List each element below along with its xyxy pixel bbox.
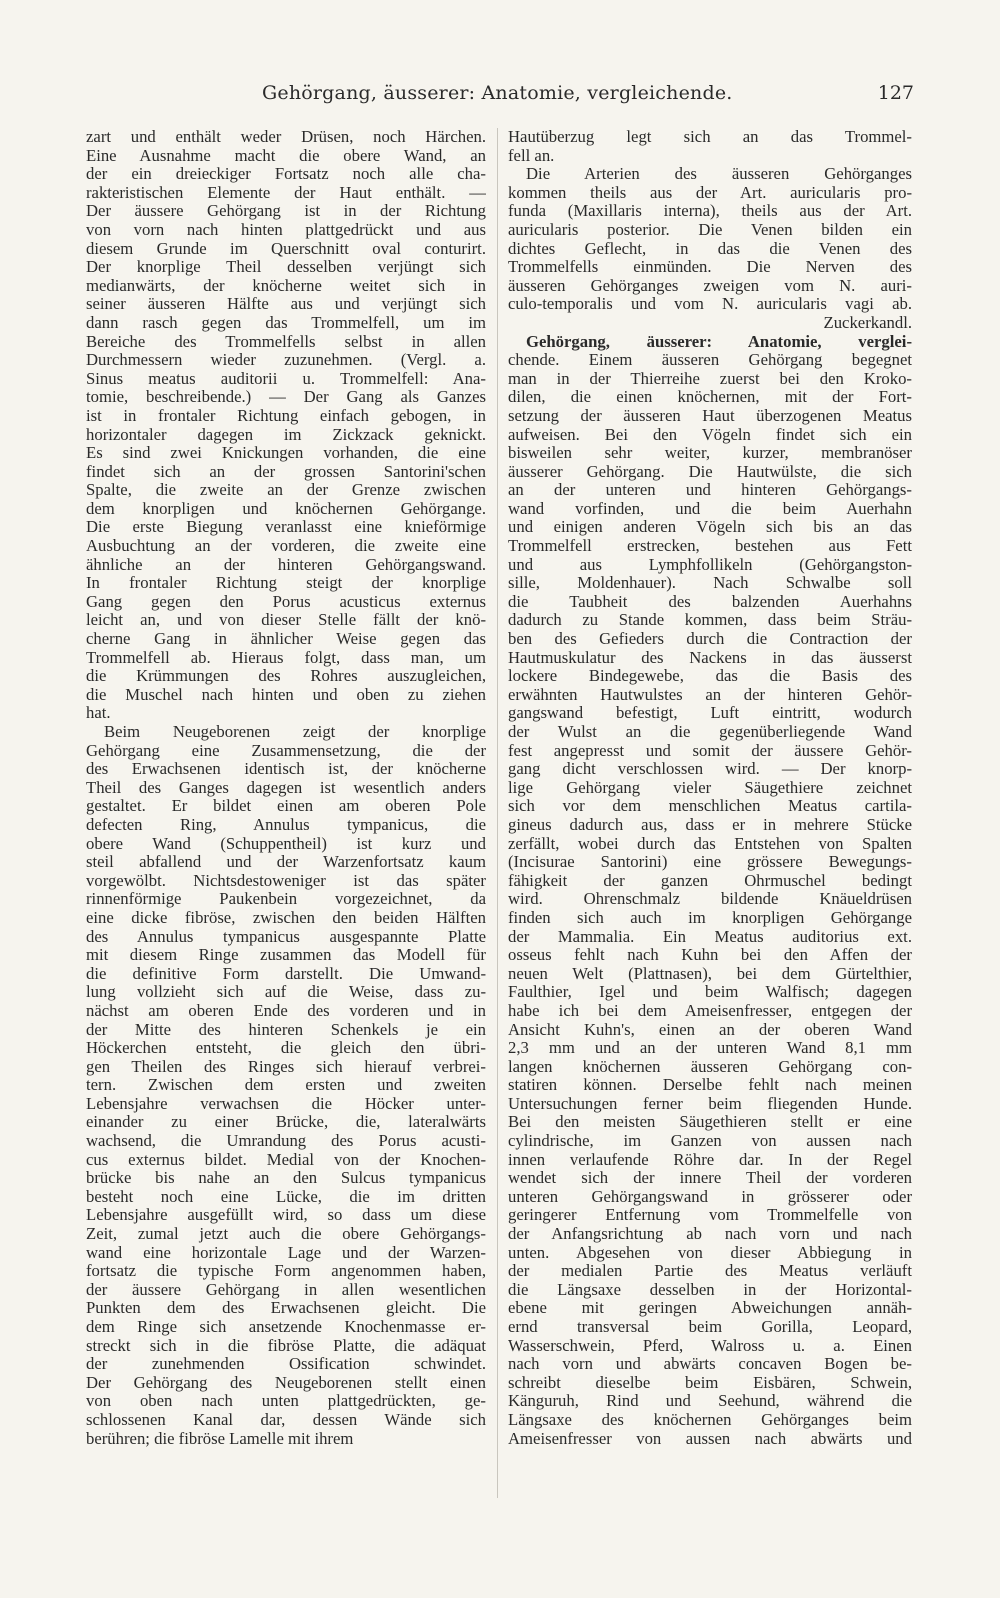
text-line: bisweilen sehr weiter, kurzer, membranöser	[508, 444, 912, 463]
text-line: Trommelfell erstrecken, bestehen aus Fett	[508, 537, 912, 556]
text-line: Punkten dem des Erwachsenen gleicht. Die	[86, 1299, 486, 1318]
left-column	[86, 128, 486, 1448]
text-line: Trommelfells einmünden. Die Nerven des	[508, 258, 912, 277]
text-line: Eine Ausnahme macht die obere Wand, an	[86, 146, 486, 165]
text-line: steil abfallend und der Warzenfortsatz kaum	[86, 853, 486, 872]
text-line: die definitive Form darstellt. Die Umwand-	[86, 964, 486, 983]
text-line: Beim Neugeborenen zeigt der knorplige	[104, 723, 486, 741]
text-line: sille, Moldenhauer). Nach Schwalbe soll	[508, 574, 912, 593]
text-line: seiner äusseren Hälfte aus und verjüngt sich	[86, 295, 486, 314]
text-line: erwähnten Hautwulstes an der hinteren Gehör-	[508, 685, 912, 704]
text-line: leicht an, und von dieser Stelle fällt der knö-	[86, 611, 486, 630]
text-line: die Krümmungen des Rohres auszugleichen,	[86, 667, 486, 686]
text-line: die Muschel nach hinten und oben zu ziehen	[86, 685, 486, 704]
text-line: gestaltet. Er bildet einen am oberen Pole	[86, 797, 486, 816]
text-line: Der äussere Gehörgang ist in der Richtung	[86, 202, 486, 221]
text-line: langen knöchernen äusseren Gehörgang con-	[508, 1057, 912, 1076]
text-line: medianwärts, der knöcherne weitet sich in	[86, 276, 486, 295]
text-line: findet sich an der grossen Santorini'schen	[86, 462, 486, 481]
text-line: sich vor dem menschlichen Meatus cartila-	[508, 797, 912, 816]
text-line: des Annulus tympanicus ausgespannte Platte	[86, 927, 486, 946]
text-line: und einigen anderen Vögeln sich bis an das	[508, 518, 912, 537]
text-line: Gehörgang, äusserer: Anatomie, verglei-	[526, 332, 912, 351]
right-column	[508, 128, 912, 1448]
text-line: Durchmessern wieder zuzunehmen. (Vergl. a.	[86, 351, 486, 370]
text-line: wird. Ohrenschmalz bildende Knäueldrüsen	[508, 890, 912, 909]
text-line: fortsatz die typische Form angenommen haben,	[86, 1262, 486, 1281]
text-line: innen verlaufende Röhre dar. In der Regel	[508, 1150, 912, 1169]
text-line: des Erwachsenen identisch ist, der knöcherne	[86, 760, 486, 779]
text-line: der zunehmenden Ossification schwindet.	[86, 1355, 486, 1374]
text-line: habe ich bei dem Ameisenfresser, entgegen der	[508, 1001, 912, 1020]
text-line: gen Theilen des Ringes sich hierauf verbrei-	[86, 1057, 486, 1076]
text-line: dann rasch gegen das Trommelfell, um im	[86, 313, 486, 332]
text-line: Spalte, die zweite an der Grenze zwischen	[86, 481, 486, 500]
text-line: an der unteren und hinteren Gehörgangs-	[508, 481, 912, 500]
text-line: schreibt dieselbe beim Eisbären, Schwein,	[508, 1373, 912, 1392]
text-line: (Incisurae Santorini) eine grössere Bewegungs-	[508, 853, 912, 872]
text-line: die Längsaxe desselben in der Horizontal-	[508, 1280, 912, 1299]
text-line: zart und enthält weder Drüsen, noch Härchen.	[86, 128, 486, 146]
text-line: Längsaxe des knöchernen Gehörganges beim	[508, 1410, 912, 1429]
text-line: Faulthier, Igel und beim Walfisch; dagegen	[508, 983, 912, 1002]
text-line: Der knorplige Theil desselben verjüngt sich	[86, 258, 486, 277]
text-line: der Mammalia. Ein Meatus auditorius ext.	[508, 927, 912, 946]
text-line: wand eine horizontale Lage und der Warzen-	[86, 1243, 486, 1262]
text-line: der Wulst an die gegenüberliegende Wand	[508, 723, 912, 741]
text-line: fell an.	[508, 146, 555, 165]
text-line: von vorn nach hinten plattgedrückt und aus	[86, 220, 486, 239]
text-line: wendet sich der innere Theil der vorderen	[508, 1169, 912, 1188]
text-line: tomie, beschreibende.) — Der Gang als Ganzes	[86, 388, 486, 407]
text-line: rakteristischen Elemente der Haut enthält. —	[86, 183, 486, 202]
text-line: gangswand befestigt, Luft eintritt, wodurch	[508, 704, 912, 723]
text-line: der medialen Partie des Meatus verläuft	[508, 1262, 912, 1281]
text-line: nächst am oberen Ende des vorderen und in	[86, 1001, 486, 1020]
text-line: nach vorn und abwärts concaven Bogen be-	[508, 1355, 912, 1374]
text-line: Ameisenfresser von aussen nach abwärts und	[508, 1429, 912, 1448]
text-line: und aus Lymphfollikeln (Gehörgangston-	[508, 555, 912, 574]
text-line: Theil des Ganges dagegen ist wesentlich anders	[86, 778, 486, 797]
text-line: obere Wand (Schuppentheil) ist kurz und	[86, 834, 486, 853]
text-line: berühren; die fibröse Lamelle mit ihrem	[86, 1429, 354, 1448]
text-line: Der Gehörgang des Neugeborenen stellt einen	[86, 1373, 486, 1392]
text-line: Sinus meatus auditorii u. Trommelfell: Ana-	[86, 369, 486, 388]
text-line: horizontaler dagegen im Zickzack geknickt.	[86, 425, 486, 444]
text-line: cherne Gang in ähnlicher Weise gegen das	[86, 630, 486, 649]
text-line: Bei den meisten Säugethieren stellt er eine	[508, 1113, 912, 1132]
text-line: gang dicht verschlossen wird. — Der knorp-	[508, 760, 912, 779]
text-line: unten. Abgesehen von dieser Abbiegung in	[508, 1243, 912, 1262]
text-line: finden sich auch im knorpligen Gehörgange	[508, 908, 912, 927]
text-line: schlossenen Kanal dar, dessen Wände sich	[86, 1410, 486, 1429]
text-line: ebene mit geringen Abweichungen annäh-	[508, 1299, 912, 1318]
text-line: neuen Welt (Plattnasen), bei dem Gürtelthier,	[508, 964, 912, 983]
text-line: setzung der äusseren Haut überzogenen Meatus	[508, 406, 912, 425]
text-line: fest angepresst und somit der äussere Gehör-	[508, 741, 912, 760]
text-line: rinnenförmige Paukenbein vorgezeichnet, da	[86, 890, 486, 909]
text-line: dem Ringe sich ansetzende Knochenmasse er-	[86, 1318, 486, 1336]
text-line: auricularis posterior. Die Venen bilden ein	[508, 220, 912, 239]
text-line: In frontaler Richtung steigt der knorplige	[86, 574, 486, 593]
text-line: Hautüberzug legt sich an das Trommel-	[508, 128, 912, 146]
text-line: statiren können. Derselbe fehlt nach meinen	[508, 1076, 912, 1095]
text-line: Känguruh, Rind und Seehund, während die	[508, 1392, 912, 1411]
text-line: Ansicht Kuhn's, einen an der oberen Wand	[508, 1020, 912, 1039]
text-line: eine dicke fibröse, zwischen den beiden Hälften	[86, 908, 486, 927]
text-line: kommen theils aus der Art. auricularis pro-	[508, 183, 912, 202]
text-line: der Mitte des hinteren Schenkels je ein	[86, 1020, 486, 1039]
text-line: ernd transversal beim Gorilla, Leopard,	[508, 1318, 912, 1336]
text-line: mit diesem Ringe zusammen das Modell für	[86, 946, 486, 965]
text-line: Zeit, zumal jetzt auch die obere Gehörgangs-	[86, 1225, 486, 1244]
text-line: dem knorpligen und knöchernen Gehörgange.	[86, 499, 486, 518]
text-line: dadurch zu Stande kommen, dass beim Sträu-	[508, 611, 912, 630]
text-line: tern. Zwischen dem ersten und zweiten	[86, 1076, 486, 1095]
text-line: der ein dreieckiger Fortsatz noch alle cha-	[86, 165, 486, 184]
text-line: ben des Gefieders durch die Contraction der	[508, 630, 912, 649]
text-line: die Taubheit des balzenden Auerhahns	[508, 592, 912, 611]
page-header	[0, 82, 1000, 116]
text-line: Ausbuchtung an der vorderen, die zweite eine	[86, 537, 486, 556]
text-line: Zuckerkandl.	[823, 313, 912, 332]
text-line: hat.	[86, 704, 111, 723]
text-line: gineus dadurch aus, dass er in mehrere Stücke	[508, 815, 912, 834]
text-line: Gehörgang eine Zusammensetzung, die der	[86, 741, 486, 760]
text-line: Es sind zwei Knickungen vorhanden, die eine	[86, 444, 486, 463]
text-line: defecten Ring, Annulus tympanicus, die	[86, 815, 486, 834]
text-line: einander zu einer Brücke, die, lateralwärts	[86, 1113, 486, 1132]
text-line: Hautmuskulatur des Nackens in das äusserst	[508, 648, 912, 667]
text-line: dilen, die einen knöchernen, mit der Fort-	[508, 388, 912, 407]
text-line: von oben nach unten plattgedrückten, ge-	[86, 1392, 486, 1411]
text-line: der Anfangsrichtung ab nach vorn und nach	[508, 1225, 912, 1244]
text-line: 2,3 mm und an der unteren Wand 8,1 mm	[508, 1039, 912, 1058]
text-line: unteren Gehörgangswand in grösserer oder	[508, 1187, 912, 1206]
text-line: der äussere Gehörgang in allen wesentlichen	[86, 1280, 486, 1299]
text-line: lockere Bindegewebe, das die Basis des	[508, 667, 912, 686]
text-line: cylindrische, im Ganzen von aussen nach	[508, 1132, 912, 1151]
column-divider	[497, 128, 498, 1498]
text-line: lige Gehörgang vieler Säugethiere zeichnet	[508, 778, 912, 797]
text-line: fähigkeit der ganzen Ohrmuschel bedingt	[508, 871, 912, 890]
text-line: vorgewölbt. Nichtsdestoweniger ist das später	[86, 871, 486, 890]
text-line: wachsend, die Umrandung des Porus acusti-	[86, 1132, 486, 1151]
text-line: ähnliche an der hinteren Gehörgangswand.	[86, 555, 486, 574]
text-line: wand vorfinden, und die beim Auerhahn	[508, 499, 912, 518]
text-line: zerfällt, wobei durch das Entstehen von Spalten	[508, 834, 912, 853]
text-line: man in der Thierreihe zuerst bei den Kroko-	[508, 369, 912, 388]
page-number: 127	[877, 82, 914, 104]
text-line: äusseren Gehörganges zweigen vom N. auri-	[508, 276, 912, 295]
text-line: Die Arterien des äusseren Gehörganges	[526, 165, 912, 184]
text-line: Untersuchungen ferner beim fliegenden Hunde.	[508, 1094, 912, 1113]
text-line: äusserer Gehörgang. Die Hautwülste, die sich	[508, 462, 912, 481]
text-line: Lebensjahre ausgefüllt wird, so dass um diese	[86, 1206, 486, 1225]
text-line: funda (Maxillaris interna), theils aus der Art.	[508, 202, 912, 221]
text-line: osseus fehlt nach Kuhn bei den Affen der	[508, 946, 912, 965]
text-line: besteht noch eine Lücke, die im dritten	[86, 1187, 486, 1206]
text-line: culo-temporalis und vom N. auricularis vagi ab.	[508, 295, 912, 314]
running-head: Gehörgang, äusserer: Anatomie, vergleichende.	[262, 82, 733, 104]
text-line: cus externus bildet. Medial von der Knochen-	[86, 1150, 486, 1169]
text-line: dichtes Geflecht, in das die Venen des	[508, 239, 912, 258]
text-line: geringerer Entfernung vom Trommelfelle von	[508, 1206, 912, 1225]
text-line: lung vollzieht sich auf die Weise, dass zu-	[86, 983, 486, 1002]
text-line: diesem Grunde im Querschnitt oval conturirt.	[86, 239, 486, 258]
text-line: Bereiche des Trommelfells selbst in allen	[86, 332, 486, 351]
text-line: chende. Einem äusseren Gehörgang begegnet	[508, 351, 912, 370]
text-line: ist in frontaler Richtung einfach gebogen, in	[86, 406, 486, 425]
text-line: aufweisen. Bei den Vögeln findet sich ein	[508, 425, 912, 444]
text-line: Gang gegen den Porus acusticus externus	[86, 592, 486, 611]
text-line: brücke bis nahe an den Sulcus tympanicus	[86, 1169, 486, 1188]
text-line: Trommelfell ab. Hieraus folgt, dass man, um	[86, 648, 486, 667]
text-line: Wasserschwein, Pferd, Walross u. a. Einen	[508, 1336, 912, 1355]
text-line: Die erste Biegung veranlasst eine knieförmige	[86, 518, 486, 537]
text-line: Höckerchen entsteht, die gleich den übri-	[86, 1039, 486, 1058]
text-line: Lebensjahre verwachsen die Höcker unter-	[86, 1094, 486, 1113]
text-line: streckt sich in die fibröse Platte, die adäquat	[86, 1336, 486, 1355]
